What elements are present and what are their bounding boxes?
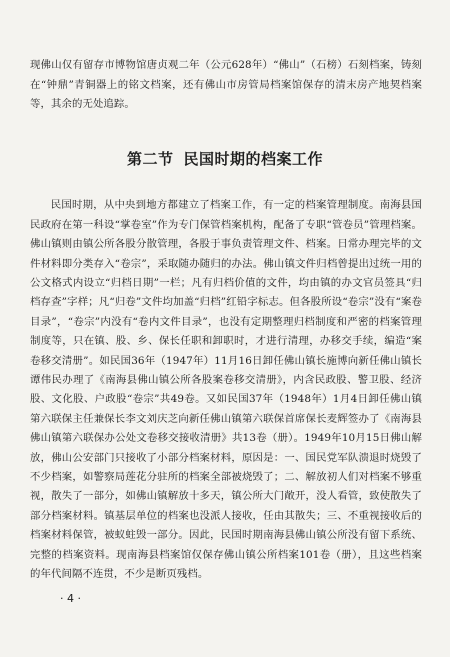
top-paragraph: 现佛山仅有留存市博物馆唐贞观二年（公元628年）“佛山”（石榜）石刻档案，铸刻在“钟鼎”青铜器上的铭文档案，还有佛山市房管局档案馆保存的清末房产地契档案等，其余的无处追踪。 <box>30 59 422 111</box>
section-title <box>0 148 450 169</box>
main-paragraph: 民国时期，从中央到地方都建立了档案工作，有一定的档案管理制度。南海县国民政府在第一科设“掌卷室”作为专门保管档案机构，配备了专职“管卷员”管理档案。佛山镇则由镇公所各股分散管理，各股于事负责管理文件、档案。日常办理完毕的文件材料即分类存入“卷宗”，采取随办随归的办法。佛山镇文件归档曾提出过统一用的公文格式内设立“归档日期”一栏；凡有归档价值的文件，均由镇的办文官员签具“归档存查”字样；凡“归卷”文件均加盖“归档”红铅字标志。但各股所设“卷宗”没有“案卷目录”，“卷宗”内没有“卷内文件目录”，也没有定期整理归档制度和严密的档案管理制度等，只在镇、股、乡、保长任职和卸职时，才进行清理，办移交手续，编造“案卷移交清册”。如民国36年（1947年）11月16日卸任佛山镇长施博向新任佛山镇长谭伟民办理了《南海县佛山镇公所各股案卷移交清册》，内含民政股、警卫股、经济股、文化股、户政股“卷宗”共49卷。又如民国37年（1948年）1月4日卸任佛山镇第六联保主任兼保长李文刘庆芝向新任佛山镇第六联保首席保长麦辉签办了《南海县佛山镇第六联保办公处文卷移交接收清册》共13卷（册）。1949年10月15日佛山解放，佛山公安部门只接收了小部分档案材料，原因是：一、国民党军队溃退时烧毁了不少档案，如警察局莲花分驻所的档案全部被烧毁了；二、解放初人们对档案不够重视，散失了一部分，如佛山镇解放十多天，镇公所大门敞开，没人看管，致使散失了部分档案材料。镇基层单位的档案也没派人接收，任由其散失；三、不重视接收后的档案材料保管，被蚁蛀毁一部分。因此，民国时期南海县佛山镇公所没有留下系统、完整的档案资料。现南海县档案馆仅保存佛山镇公所档案101卷（册），且这些档案的年代间隔不连贯，不少是断页残档。 <box>30 199 422 581</box>
page-number: · 4 · <box>60 592 81 605</box>
section-heading: 民国时期的档案工作 <box>183 150 324 168</box>
section-number: 第二节 <box>126 150 174 168</box>
